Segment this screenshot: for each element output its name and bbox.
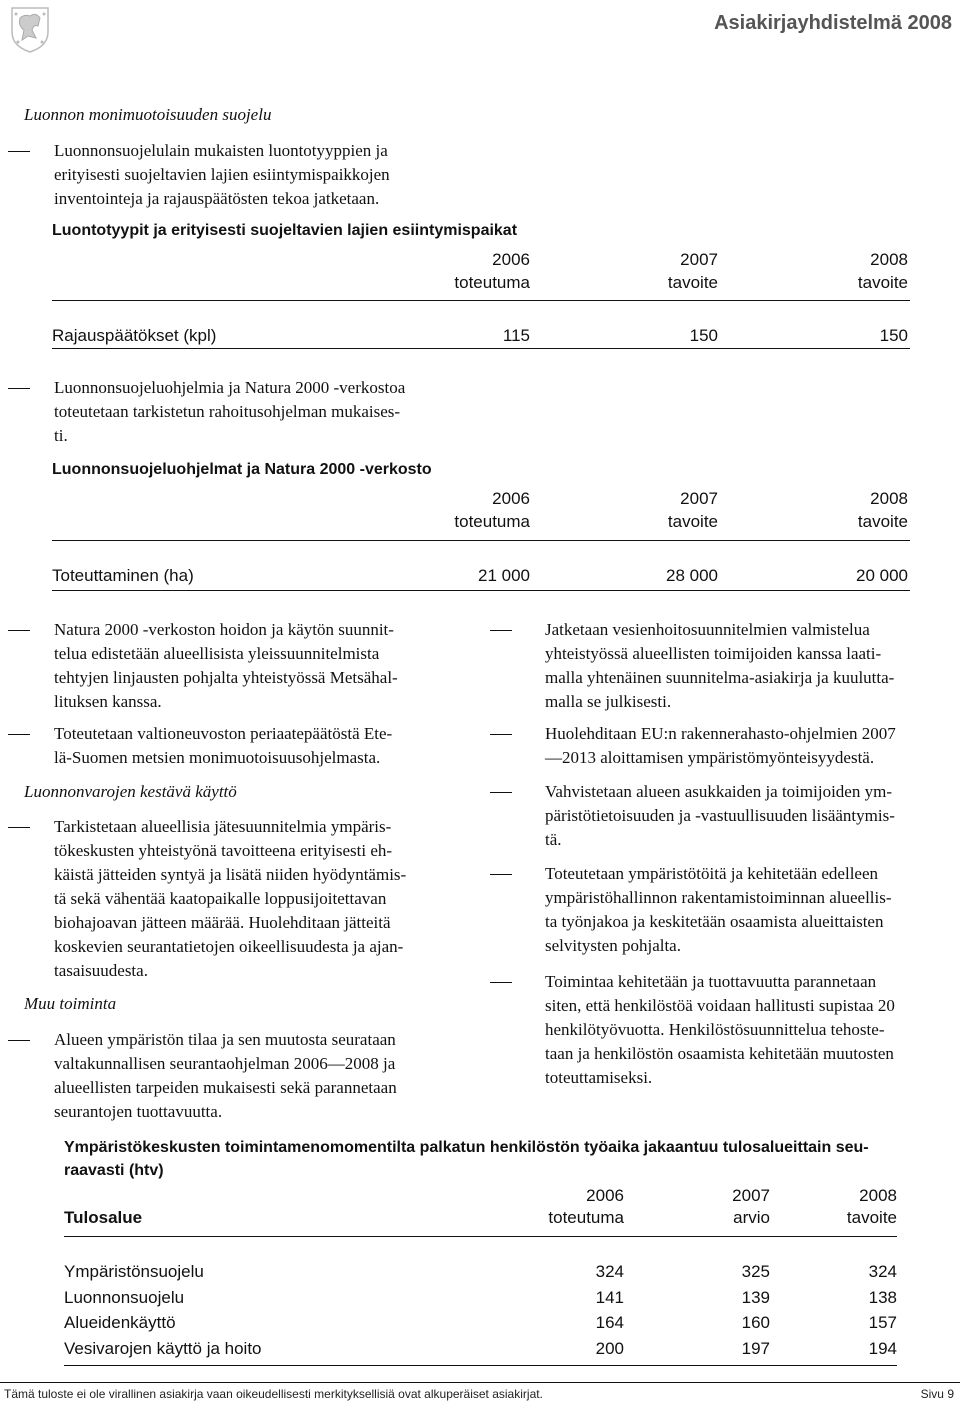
row-label: Toteuttaminen (ha) [52, 566, 194, 585]
col-year: 2006 [492, 250, 530, 269]
cell-value: 21 000 [478, 566, 530, 585]
text-line: alueellisten tarpeiden mukaisesti sekä parannetaan [54, 1078, 397, 1097]
cell-value: 157 [868, 1313, 897, 1332]
text-line: Toteutetaan ympäristötöitä ja kehitetään edelleen [545, 864, 879, 883]
em-dash-bullet [8, 618, 30, 642]
text-line: ti. [54, 426, 68, 445]
text-line: tökeskusten yhteistyönä tavoitteena erityisesti eh- [54, 841, 393, 860]
table-row [64, 1336, 897, 1362]
em-dash-bullet [8, 139, 30, 163]
col-year: 2006 [492, 489, 530, 508]
text-line: Toimintaa kehitetään ja tuottavuutta parannetaan [545, 972, 877, 991]
table-row [64, 1310, 897, 1336]
text-line: Vahvistetaan alueen asukkaiden ja toimijoiden ym- [545, 782, 892, 801]
table-title [64, 1136, 869, 1182]
em-dash-bullet [490, 618, 512, 642]
text-line: Natura 2000 -verkoston hoidon ja käytön suunnit- [54, 620, 394, 639]
text-line: Jatketaan vesienhoitosuunnitelmien valmistelua [545, 620, 870, 639]
text-line: valtakunnallisen seurantaohjelman 2006—2008 ja [54, 1054, 396, 1073]
cell-value: 150 [689, 326, 718, 345]
text-line: yhteistyössä alueellisten toimijoiden kanssa laati- [545, 644, 882, 663]
cell-value: 325 [741, 1262, 770, 1281]
text-line: selvitysten pohjalta. [545, 936, 681, 955]
page-number: Sivu 9 [920, 1387, 954, 1401]
document-title: Asiakirjayhdistelmä 2008 [714, 12, 952, 34]
table-rule [52, 590, 910, 591]
text-line: päristötietoisuuden ja -vastuullisuuden lisääntymis- [545, 806, 895, 825]
cell-value: 150 [879, 326, 908, 345]
em-dash-bullet [8, 722, 30, 746]
text-line: taan ja henkilöstön osaamista kehitetään muutosten [545, 1044, 894, 1063]
col-kind: tavoite [857, 273, 908, 292]
text-line: toteutetaan tarkistetun rahoitusohjelman mukaises- [54, 402, 401, 421]
cell-value: 28 000 [666, 566, 718, 585]
table-title-line: raavasti (htv) [64, 1162, 164, 1179]
text-line: biohajoavan jätteen määrää. Huolehditaan jätteitä [54, 913, 391, 932]
row-label: Alueidenkäyttö [64, 1313, 176, 1332]
col-kind: tavoite [846, 1208, 897, 1227]
col-kind: arvio [733, 1208, 770, 1227]
cell-value: 324 [868, 1262, 897, 1281]
col-year: 2006 [586, 1186, 624, 1205]
col-kind: tavoite [857, 512, 908, 531]
text-line: Luonnonsuojelulain mukaisten luontotyyppien ja [54, 141, 388, 160]
table-title: Luontotyypit ja erityisesti suojeltavien lajien esiintymispaikat [52, 222, 518, 239]
table-row [64, 1259, 897, 1285]
text-line: Luonnonsuojeluohjelmia ja Natura 2000 -verkostoa [54, 378, 406, 397]
text-line: lituksen kanssa. [54, 692, 162, 711]
table-rule [52, 540, 910, 541]
text-line: käistä jätteiden syntyä ja lisätä niiden hyödyntämis- [54, 865, 407, 884]
em-dash-bullet [490, 722, 512, 746]
text-line: Alueen ympäristön tilaa ja sen muutosta seurataan [54, 1030, 396, 1049]
table-rule [64, 1365, 897, 1366]
table-rule [52, 348, 910, 349]
cell-value: 164 [595, 1313, 624, 1332]
text-line: erityisesti suojeltavien lajien esiintymispaikkojen [54, 165, 390, 184]
cell-value: 138 [868, 1287, 897, 1307]
em-dash-bullet [8, 815, 30, 839]
col-kind: tavoite [667, 512, 718, 531]
cell-value: 20 000 [856, 566, 908, 585]
text-line: ta työnjakoa ja keskitetään osaamista alueittaisten [545, 912, 884, 931]
staff-table-body [64, 1259, 897, 1361]
col-header-tulosalue: Tulosalue [64, 1208, 143, 1227]
cell-value: 141 [595, 1287, 624, 1307]
row-label: Ympäristönsuojelu [64, 1262, 204, 1281]
em-dash-bullet [490, 862, 512, 886]
text-line: tä sekä vähentää kaatopaikalle loppusijoitettavan [54, 889, 387, 908]
cell-value: 139 [741, 1287, 770, 1307]
text-line: Tarkistetaan alueellisia jätesuunnitelmia ympäris- [54, 817, 392, 836]
table-rule [64, 1236, 897, 1237]
table-title-line: Ympäristökeskusten toimintamenomomentilta palkatun henkilöstön työaika jakaantuu tulosalueittain seu- [64, 1139, 869, 1156]
text-line: inventointeja ja rajauspäätösten tekoa jatketaan. [54, 189, 380, 208]
em-dash-bullet [8, 376, 30, 400]
text-line: tasaisuudesta. [54, 961, 148, 980]
em-dash-bullet [8, 1028, 30, 1052]
table-row [64, 1285, 897, 1311]
cell-value: 160 [741, 1313, 770, 1332]
section-title-biodiversity: Luonnon monimuotoisuuden suojelu [24, 105, 272, 124]
row-label: Rajauspäätökset (kpl) [52, 326, 217, 345]
em-dash-bullet [490, 780, 512, 804]
text-line: Huolehditaan EU:n rakennerahasto-ohjelmien 2007 [545, 724, 896, 743]
text-line: tä. [545, 830, 562, 849]
text-line: toteuttamiseksi. [545, 1068, 653, 1087]
text-line: telua edistetään alueellisista yleissuunnitelmista [54, 644, 380, 663]
em-dash-bullet [490, 970, 512, 994]
section-title-other: Muu toiminta [24, 994, 117, 1013]
footer-rule [0, 1382, 960, 1383]
table-title: Luonnonsuojeluohjelmat ja Natura 2000 -verkosto [52, 461, 432, 478]
lion-crest-icon [4, 2, 56, 54]
cell-value: 197 [741, 1338, 770, 1358]
cell-value: 194 [868, 1338, 897, 1358]
text-line: koskevien seurantatietojen oikeellisuudesta ja ajan- [54, 937, 404, 956]
text-line: siten, että henkilöstöä voidaan hallitusti supistaa 20 [545, 996, 895, 1015]
col-year: 2008 [859, 1186, 897, 1205]
col-year: 2008 [870, 489, 908, 508]
col-year: 2007 [680, 250, 718, 269]
cell-value: 324 [595, 1262, 624, 1281]
table-rule [52, 300, 910, 301]
text-line: Toteutetaan valtioneuvoston periaatepäätöstä Ete- [54, 724, 393, 743]
text-line: henkilötyövuotta. Henkilöstösuunnittelua tehoste- [545, 1020, 885, 1039]
text-line: malla yhtenäinen suunnitelma-asiakirja ja kuulutta- [545, 668, 895, 687]
text-line: malla se julkisesti. [545, 692, 672, 711]
text-line: ympäristöhallinnon rakentamistoiminnan alueellis- [545, 888, 892, 907]
col-year: 2008 [870, 250, 908, 269]
section-title-resources: Luonnonvarojen kestävä käyttö [24, 782, 237, 801]
row-label: Vesivarojen käyttö ja hoito [64, 1338, 262, 1358]
text-line: —2013 aloittamisen ympäristömyönteisyydestä. [545, 748, 875, 767]
col-year: 2007 [680, 489, 718, 508]
col-kind: toteutuma [454, 273, 530, 292]
cell-value: 200 [595, 1338, 624, 1358]
footer-note: Tämä tuloste ei ole virallinen asiakirja vaan oikeudellisesti merkityksellisiä ovat alkuperäiset asiakirjat. [4, 1387, 543, 1401]
row-label: Luonnonsuojelu [64, 1287, 185, 1307]
text-line: seurantojen tuottavuutta. [54, 1102, 223, 1121]
col-kind: toteutuma [548, 1208, 624, 1227]
col-year: 2007 [732, 1186, 770, 1205]
text-line: tehtyjen linjausten pohjalta yhteistyössä Metsähal- [54, 668, 398, 687]
col-kind: tavoite [667, 273, 718, 292]
col-kind: toteutuma [454, 512, 530, 531]
text-line: lä-Suomen metsien monimuotoisuusohjelmasta. [54, 748, 381, 767]
cell-value: 115 [502, 326, 530, 345]
